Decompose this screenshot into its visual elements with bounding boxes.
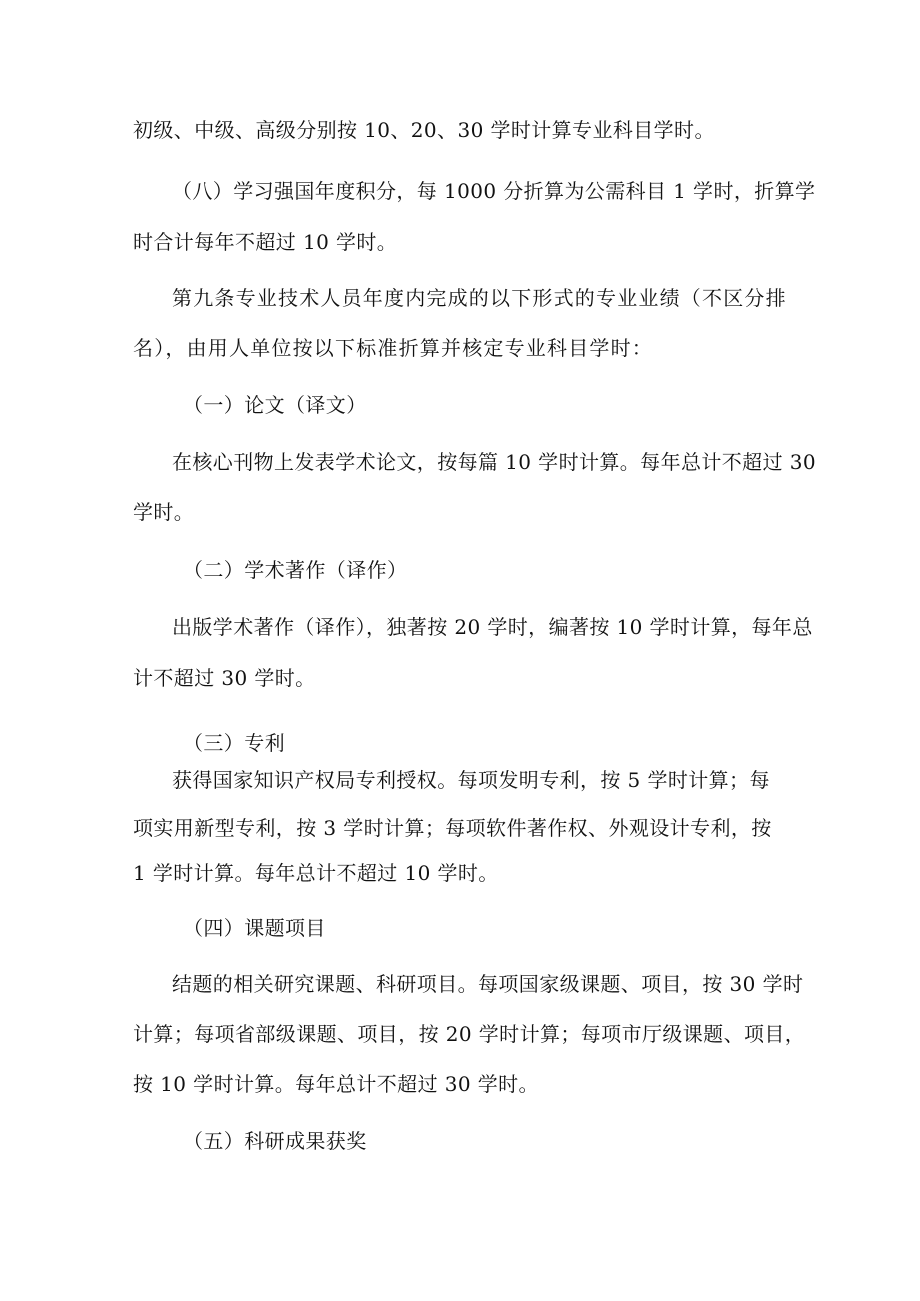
text-line: 学时。: [133, 500, 195, 524]
heading-5-awards: （五）科研成果获奖: [183, 1129, 367, 1153]
text-line: 项实用新型专利，按 3 学时计算；每项软件著作权、外观设计专利，按: [133, 816, 772, 840]
heading-3-patents: （三）专利: [183, 731, 285, 755]
projects-text: 结题的相关研究课题、科研项目。每项国家级课题、项目，按 30 学时: [172, 972, 804, 996]
text-line: 时合计每年不超过 10 学时。: [133, 230, 398, 254]
text-line: 1 学时计算。每年总计不超过 10 学时。: [133, 861, 499, 885]
text-line: 按 10 学时计算。每年总计不超过 30 学时。: [133, 1072, 539, 1096]
heading-2-monographs: （二）学术著作（译作）: [183, 558, 408, 582]
monographs-text: 出版学术著作（译作），独著按 20 学时，编著按 10 学时计算，每年总: [172, 615, 813, 639]
papers-text: 在核心刊物上发表学术论文，按每篇 10 学时计算。每年总计不超过 30: [172, 450, 816, 474]
article-9-text: 第九条专业技术人员年度内完成的以下形式的专业业绩（不区分排: [172, 286, 787, 310]
text-line: 计不超过 30 学时。: [133, 666, 316, 690]
heading-4-projects: （四）课题项目: [183, 916, 326, 940]
text-line: 名），由用人单位按以下标准折算并核定专业科目学时：: [133, 336, 653, 360]
patents-text: 获得国家知识产权局专利授权。每项发明专利，按 5 学时计算；每: [172, 768, 770, 792]
heading-1-papers: （一）论文（译文）: [183, 393, 367, 417]
item-8-text: （八）学习强国年度积分，每 1000 分折算为公需科目 1 学时，折算学: [172, 179, 816, 203]
text-line: 计算；每项省部级课题、项目，按 20 学时计算；每项市厅级课题、项目，: [133, 1022, 806, 1046]
text-line: 初级、中级、高级分别按 10、20、30 学时计算专业科目学时。: [133, 118, 715, 142]
